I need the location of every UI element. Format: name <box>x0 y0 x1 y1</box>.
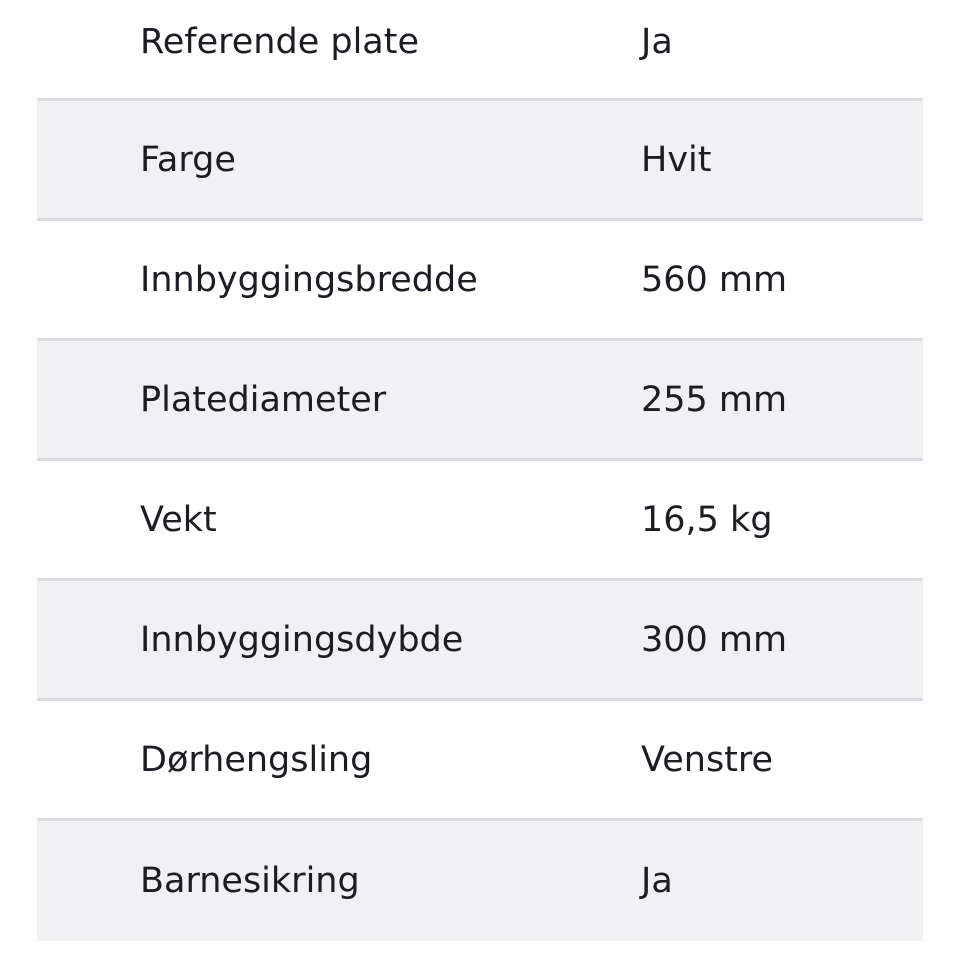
spec-row <box>37 461 923 581</box>
spec-value: 560 mm <box>641 259 788 300</box>
spec-row <box>37 821 923 941</box>
spec-table <box>37 0 923 941</box>
spec-value: 255 mm <box>641 379 788 420</box>
spec-value: Venstre <box>641 739 774 780</box>
spec-label: Platediameter <box>140 379 387 420</box>
spec-value: Ja <box>641 861 673 901</box>
spec-row <box>37 101 923 221</box>
spec-label: Innbyggingsbredde <box>140 259 478 300</box>
spec-value: 300 mm <box>641 619 788 660</box>
spec-value: 16,5 kg <box>641 499 773 540</box>
spec-label: Dørhengsling <box>140 739 373 780</box>
spec-row <box>37 581 923 701</box>
spec-row <box>37 0 923 101</box>
spec-row <box>37 341 923 461</box>
spec-label: Vekt <box>140 499 217 540</box>
spec-label: Farge <box>140 139 236 180</box>
spec-label: Referende plate <box>140 22 419 62</box>
spec-label: Barnesikring <box>140 861 360 901</box>
spec-row <box>37 701 923 821</box>
spec-row <box>37 221 923 341</box>
spec-value: Hvit <box>641 139 712 180</box>
spec-value: Ja <box>641 22 673 62</box>
spec-label: Innbyggingsdybde <box>140 619 464 660</box>
